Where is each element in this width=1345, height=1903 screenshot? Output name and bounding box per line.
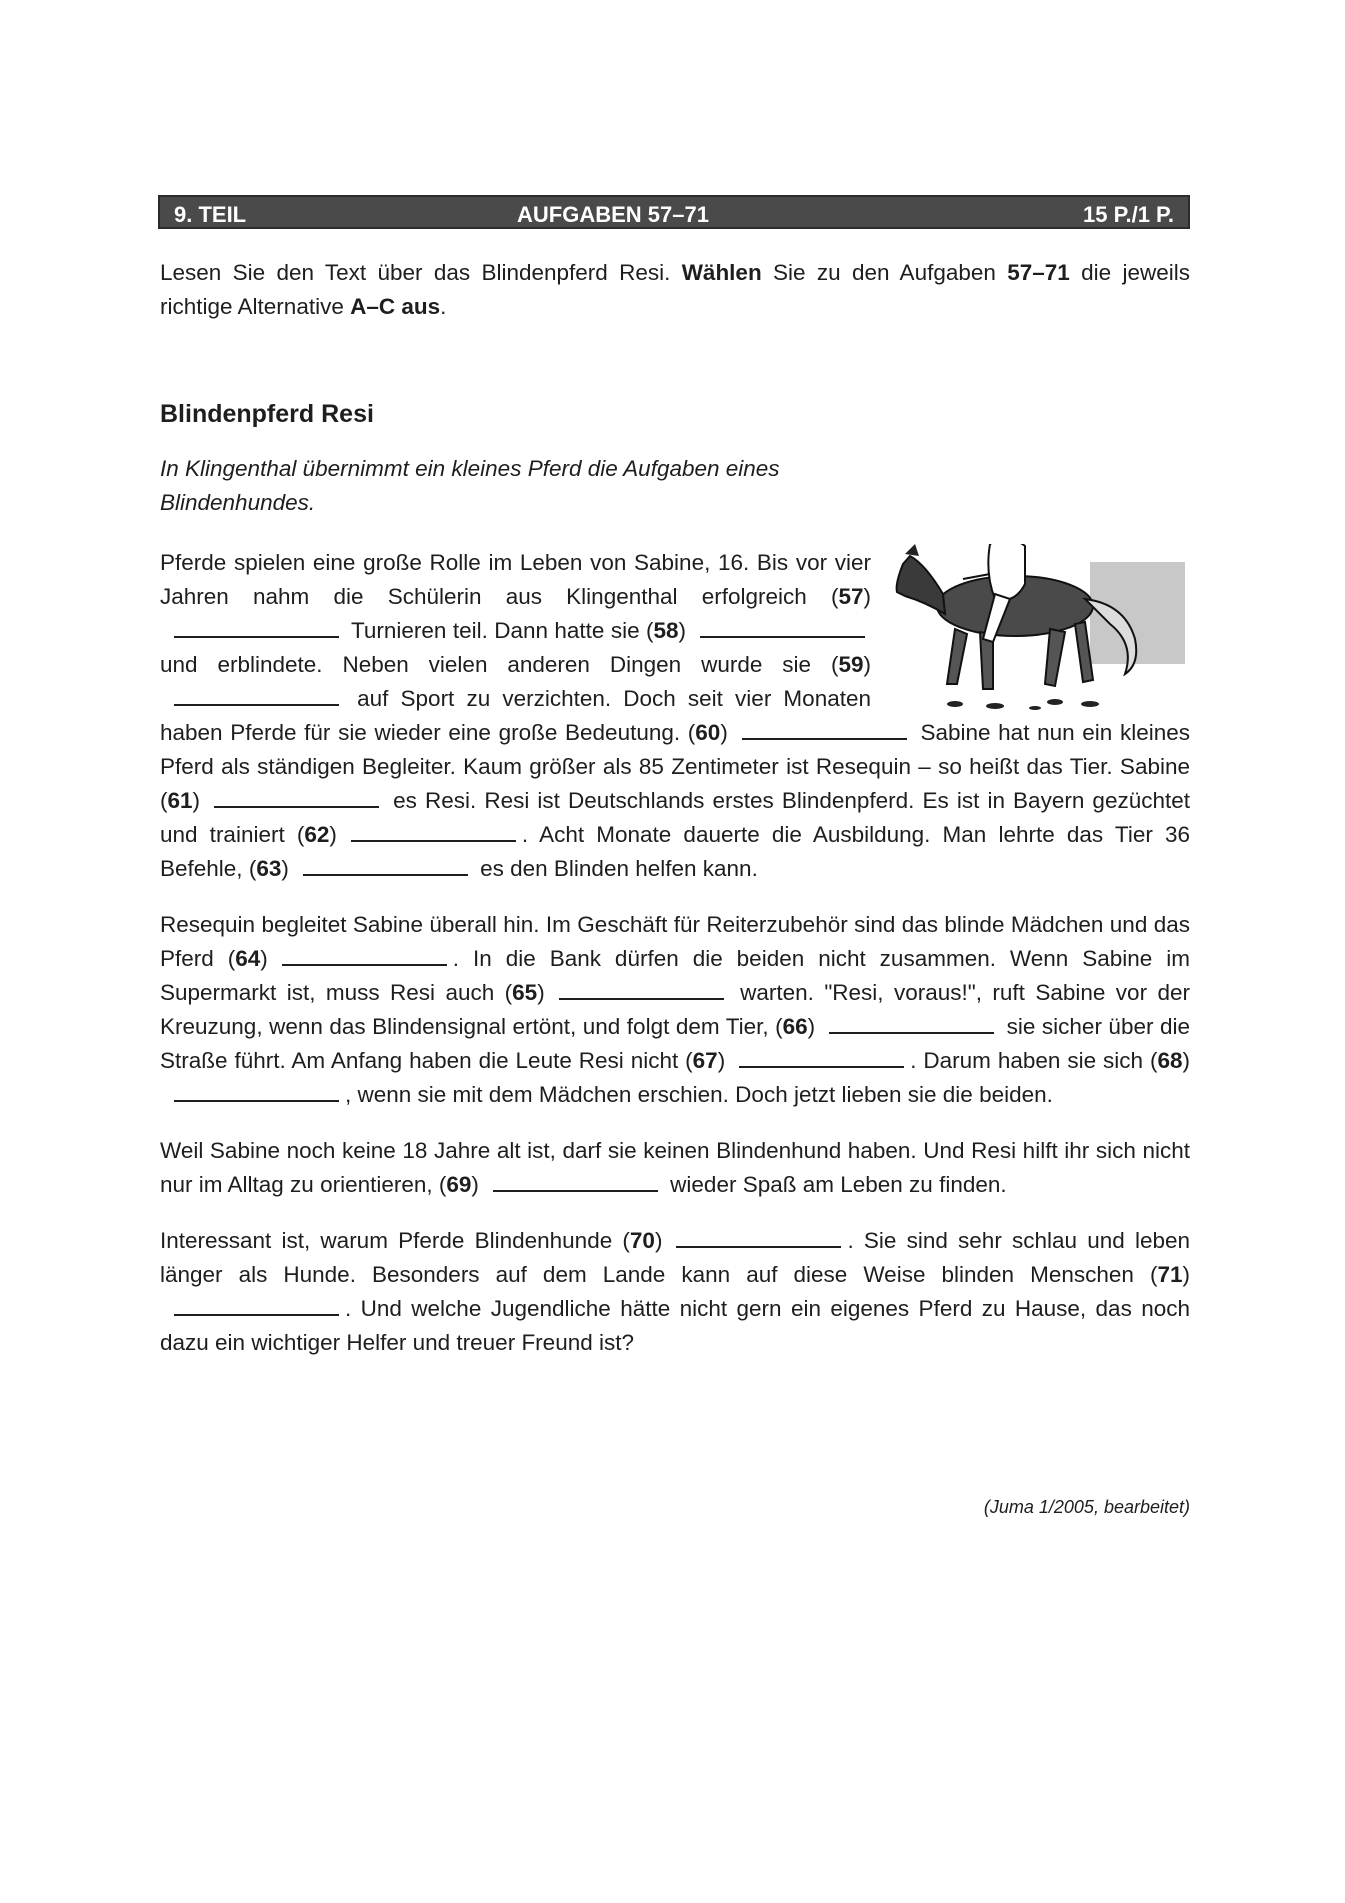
text-run: auf Sport zu verzichten. Doch seit vier Monaten haben Pferde für sie wieder eine große Bedeutung. (160, 686, 871, 745)
text-run: . Darum haben sie sich (910, 1048, 1150, 1073)
text-run: Weil Sabine noch keine 18 Jahre alt ist, darf sie keinen Blindenhund haben. Und Resi hilft ihr sich nicht nur im Alltag zu orientieren, (160, 1138, 1190, 1197)
text-run: . Und welche Jugendliche hätte nicht gern ein eigenes Pferd zu Hause, das noch dazu ein wichtiger Helfer und treuer Freund ist? (160, 1296, 1190, 1355)
gap-number-69: 69 (446, 1172, 472, 1197)
text-run: . Sie sind sehr schlau und leben länger als Hunde. Besonders auf dem Lande kann auf diese Weise blinden Menschen (160, 1228, 1190, 1287)
answer-gap-60[interactable] (742, 718, 907, 740)
intro-text: Sie zu den Aufgaben (761, 260, 1008, 285)
intro-text: die jeweils richtige Alternative (160, 260, 1190, 319)
intro-bold: 57–71 (1007, 260, 1070, 285)
source-citation: (Juma 1/2005, bearbeitet) (983, 1497, 1190, 1517)
text-run: und erblindete. Neben vielen anderen Dingen wurde sie (160, 652, 831, 677)
article-title: Blindenpferd Resi (160, 400, 374, 428)
part-label: 9. TEIL (174, 202, 247, 227)
pony-rider-illustration (885, 544, 1190, 714)
gap-number-60: 60 (695, 720, 721, 745)
gap-number-58: 58 (653, 618, 679, 643)
intro-bold: Wählen (681, 260, 762, 285)
gap-number-67: 67 (692, 1048, 718, 1073)
article-body (160, 546, 1190, 1382)
text-run: es Resi. Resi ist Deutschlands erstes Blindenpferd. Es ist in Bayern gezüchtet und trainiert (160, 788, 1190, 847)
answer-gap-61[interactable] (214, 786, 379, 808)
paragraph-1: Pferde spielen eine große Rolle im Leben von Sabine, 16. Bis vor vier Jahren nahm die Schülerin aus Klingenthal erfolgreich (57) Turnieren teil. Dann hatte sie (58) und erblindete. Neben vielen anderen Dingen wurde sie (59) auf Sport zu verzichten. Doch seit vier Monaten haben Pferde für sie wieder eine große Bedeutung. (60) Sabine hat nun ein kleines Pferd als ständigen Begleiter. Kaum größer als 85 Zentimeter ist Resequin – so heißt das Tier. Sabine (61) es Resi. Resi ist Deutschlands erstes Blindenpferd. Es ist in Bayern gezüchtet und trainiert (62) . Acht Monate dauerte die Ausbildung. Man lehrte das Tier 36 Befehle, (63) es den Blinden helfen kann. (160, 546, 1190, 886)
text-run: Interessant ist, warum Pferde Blindenhunde (160, 1228, 623, 1253)
text-run: warten. "Resi, voraus!", ruft Sabine vor der Kreuzung, wenn das Blindensignal ertönt, und folgt dem Tier, (160, 980, 1190, 1039)
text-run: . In die Bank dürfen die beiden nicht zusammen. Wenn Sabine im Supermarkt ist, muss Resi auch (160, 946, 1191, 1005)
gap-number-62: 62 (304, 822, 330, 847)
text-run: Resequin begleitet Sabine überall hin. Im Geschäft für Reiterzubehör sind das blinde Mädchen und das Pferd (160, 912, 1190, 971)
answer-gap-64[interactable] (282, 944, 447, 966)
text-run: . Acht Monate dauerte die Ausbildung. Man lehrte das Tier 36 Befehle, (160, 822, 1191, 881)
text-run: sie sicher über die Straße führt. Am Anfang haben die Leute Resi nicht (160, 1014, 1190, 1073)
answer-gap-57[interactable] (174, 616, 339, 638)
answer-gap-65[interactable] (559, 978, 724, 1000)
answer-gap-70[interactable] (676, 1226, 841, 1248)
paragraph-3: Weil Sabine noch keine 18 Jahre alt ist, darf sie keinen Blindenhund haben. Und Resi hilft ihr sich nicht nur im Alltag zu orientieren, (69) wieder Spaß am Leben zu finden. (160, 1138, 1190, 1197)
gap-number-65: 65 (512, 980, 538, 1005)
section-header-bar (158, 195, 1190, 229)
text-run: , wenn sie mit dem Mädchen erschien. Doch jetzt lieben sie die beiden. (345, 1082, 1053, 1107)
answer-gap-68[interactable] (174, 1080, 339, 1102)
instructions (160, 256, 1190, 324)
intro-text: Lesen Sie den Text über das Blindenpferd Resi. (160, 260, 682, 285)
paragraph-2: Resequin begleitet Sabine überall hin. Im Geschäft für Reiterzubehör sind das blinde Mädchen und das Pferd (64) . In die Bank dürfen die beiden nicht zusammen. Wenn Sabine im Supermarkt ist, muss Resi auch (65) warten. "Resi, voraus!", ruft Sabine vor der Kreuzung, wenn das Blindensignal ertönt, und folgt dem Tier, (66) sie sicher über die Straße führt. Am Anfang haben die Leute Resi nicht (67) . Darum haben sie sich (68), wenn sie mit dem Mädchen erschien. Doch jetzt lieben sie die beiden. (160, 912, 1191, 1107)
gap-number-64: 64 (235, 946, 261, 971)
gap-number-63: 63 (256, 856, 282, 881)
intro-bold: A–C aus (350, 294, 441, 319)
answer-gap-66[interactable] (829, 1012, 994, 1034)
gap-number-68: 68 (1157, 1048, 1183, 1073)
text-run: wieder Spaß am Leben zu finden. (663, 1172, 1007, 1197)
text-run: Turnieren teil. Dann hatte sie (345, 618, 646, 643)
text-run: es den Blinden helfen kann. (473, 856, 758, 881)
answer-gap-59[interactable] (174, 684, 339, 706)
gap-number-61: 61 (167, 788, 193, 813)
answer-gap-62[interactable] (351, 820, 516, 842)
gap-number-57: 57 (838, 584, 864, 609)
answer-gap-58[interactable] (700, 616, 865, 638)
answer-gap-63[interactable] (303, 854, 468, 876)
answer-gap-71[interactable] (174, 1294, 339, 1316)
points-label: 15 P./1 P. (1083, 202, 1174, 227)
tasks-label: AUFGABEN 57–71 (517, 202, 709, 227)
paragraph-4: Interessant ist, warum Pferde Blindenhunde (70) . Sie sind sehr schlau und leben länger als Hunde. Besonders auf dem Lande kann auf diese Weise blinden Menschen (71). Und welche Jugendliche hätte nicht gern ein eigenes Pferd zu Hause, das noch dazu ein wichtiger Helfer und treuer Freund ist? (160, 1228, 1190, 1355)
text-run: Pferde spielen eine große Rolle im Leben von Sabine, 16. Bis vor vier Jahren nahm die Schülerin aus Klingenthal erfolgreich (160, 550, 871, 609)
intro-text: . (440, 294, 447, 319)
answer-gap-67[interactable] (739, 1046, 904, 1068)
gap-number-66: 66 (782, 1014, 808, 1039)
article-subtitle: In Klingenthal übernimmt ein kleines Pferd die Aufgaben eines Blindenhundes. (160, 456, 780, 515)
gap-number-71: 71 (1157, 1262, 1183, 1287)
answer-gap-69[interactable] (493, 1170, 658, 1192)
text-run: Sabine hat nun ein kleines Pferd als ständigen Begleiter. Kaum größer als 85 Zentimeter ist Resequin – so heißt das Tier. Sabine (160, 720, 1190, 779)
gap-number-59: 59 (838, 652, 864, 677)
gap-number-70: 70 (629, 1228, 655, 1253)
